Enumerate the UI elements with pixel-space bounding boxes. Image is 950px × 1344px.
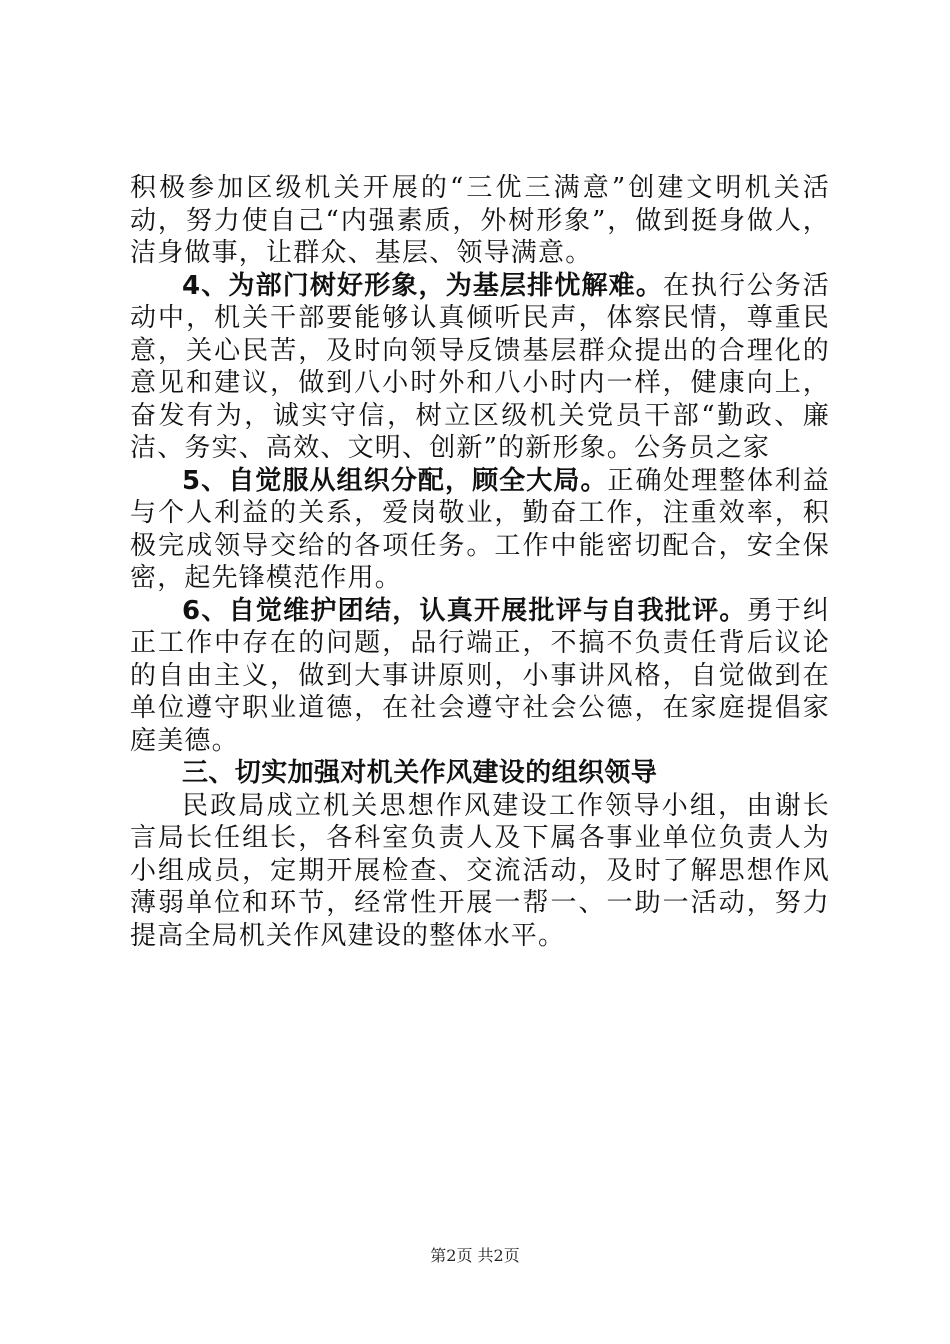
page-footer: 第2页 共2页	[430, 1246, 520, 1265]
paragraph-continuation: 积极参加区级机关开展的“三优三满意”创建文明机关活动，努力使自己“内强素质，外树形象”，做到挺身做人，洁身做事，让群众、基层、领导满意。	[130, 173, 830, 268]
item-4-heading: 4、为部门树好形象，为基层排忧解难。	[182, 270, 663, 301]
item-5-body: 正确处理整体利益与个人利益的关系，爱岗敬业，勤奋工作，注重效率，积极完成领导交给的各项任务。工作中能密切配合，安全保密，起先锋模范作用。	[130, 465, 830, 593]
paragraph-item-4	[130, 270, 830, 465]
item-4-body: 在执行公务活动中，机关干部要能够认真倾听民声，体察民情，尊重民意，关心民苦，及时向领导反馈基层群众提出的合理化的意见和建议，做到八小时外和八小时内一样，健康向上，奋发有为，诚实守信，树立区级机关党员干部“勤政、廉洁、务实、高效、文明、创新”的新形象。公务员之家	[130, 270, 831, 463]
document-body	[130, 172, 830, 952]
paragraph-item-6	[130, 595, 830, 758]
section-3-heading: 三、切实加强对机关作风建设的组织领导	[182, 758, 658, 788]
item-6-body: 勇于纠正工作中存在的问题，品行端正，不搞不负责任背后议论的自由主义，做到大事讲原则，小事讲风格，自觉做到在单位遵守职业道德，在社会遵守社会公德，在家庭提倡家庭美德。	[130, 595, 830, 756]
paragraph-item-5	[130, 465, 830, 595]
item-5-heading: 5、自觉服从组织分配，顾全大局。	[182, 465, 608, 496]
item-6-heading: 6、自觉维护团结，认真开展批评与自我批评。	[182, 595, 747, 626]
paragraph-section-3: 民政局成立机关思想作风建设工作领导小组，由谢长言局长任组长，各科室负责人及下属各事业单位负责人为小组成员，定期开展检查、交流活动，及时了解思想作风薄弱单位和环节，经常性开展一帮一、一助一活动，努力提高全局机关作风建设的整体水平。	[130, 790, 830, 951]
